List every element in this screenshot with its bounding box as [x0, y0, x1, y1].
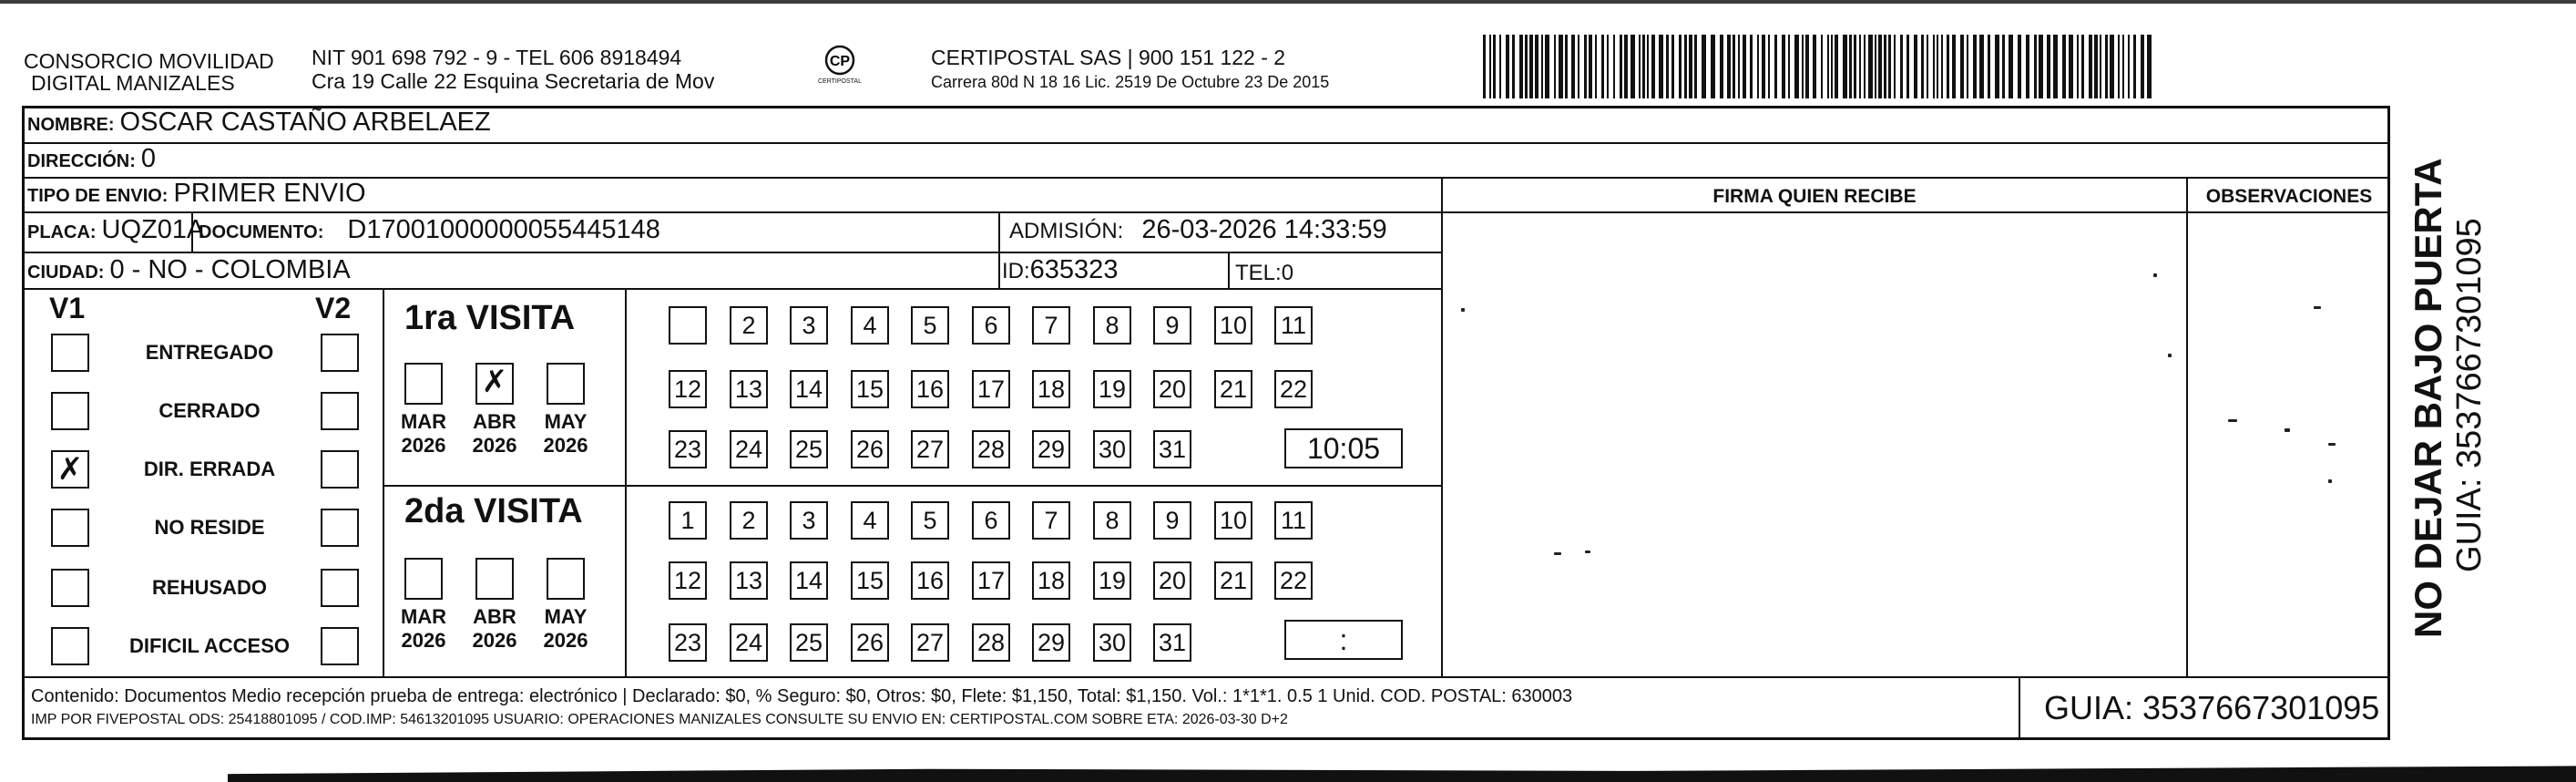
barcode-bar — [1711, 35, 1715, 98]
barcode-bar — [1995, 35, 1999, 98]
barcode-bar — [1821, 35, 1823, 98]
day-box[interactable]: 27 — [911, 623, 949, 662]
scan-speck — [1461, 308, 1465, 312]
logo-caption: CERTIPOSTAL — [818, 78, 862, 85]
barcode-bar — [1794, 35, 1799, 98]
barcode-bar — [1483, 35, 1486, 98]
barcode-bar — [1988, 35, 1990, 98]
barcode-bar — [1782, 35, 1785, 98]
barcode-bar — [1854, 35, 1856, 98]
day-box[interactable]: 31 — [1153, 623, 1191, 662]
scan-speck — [2328, 479, 2332, 483]
day-box[interactable]: 5 — [911, 306, 949, 345]
barcode-bar — [2100, 35, 2101, 98]
day-box[interactable]: 26 — [851, 623, 889, 662]
day-box[interactable]: 18 — [1032, 561, 1070, 600]
v2-checkbox[interactable] — [321, 450, 359, 489]
barcode — [1483, 35, 2161, 98]
month-label: MAR — [400, 605, 447, 628]
barcode-bar — [1647, 35, 1649, 98]
barcode-bar — [1864, 35, 1866, 98]
barcode-bar — [1595, 35, 1597, 98]
barcode-bar — [1493, 35, 1496, 98]
month-year: 2026 — [401, 629, 446, 652]
day-box[interactable]: 25 — [790, 623, 828, 662]
status-label: CERRADO — [158, 399, 261, 422]
company-nit: NIT 901 698 792 - 9 - TEL 606 8918494 — [312, 46, 682, 69]
v1-checkbox[interactable] — [51, 569, 89, 607]
day-box[interactable]: 6 — [972, 306, 1010, 345]
day-box[interactable]: 22 — [1274, 370, 1313, 408]
barcode-bar — [2133, 35, 2136, 98]
barcode-bar — [1571, 35, 1575, 98]
day-box[interactable]: 17 — [972, 561, 1010, 600]
day-box[interactable]: 18 — [1032, 370, 1070, 408]
barcode-bar — [2122, 35, 2124, 98]
barcode-bar — [2047, 35, 2050, 98]
scan-speck — [2314, 306, 2321, 309]
barcode-bar — [1642, 35, 1645, 98]
day-box[interactable]: 13 — [730, 370, 768, 408]
tel-value: 0 — [1281, 261, 1294, 285]
month-year: 2026 — [401, 434, 446, 457]
id-row — [1002, 255, 1118, 285]
id-value: 635323 — [1029, 255, 1119, 284]
barcode-bar — [1624, 35, 1628, 98]
barcode-bar — [1888, 35, 1891, 98]
barcode-bar — [2118, 35, 2120, 98]
scan-edge-top — [0, 0, 2576, 13]
barcode-bar — [1757, 35, 1759, 98]
barcode-bar — [1489, 35, 1491, 98]
side-guia: GUIA: 3537667301095 — [2450, 218, 2489, 572]
barcode-bar — [1738, 35, 1740, 98]
barcode-bar — [1506, 35, 1509, 98]
day-box[interactable]: 23 — [669, 430, 707, 468]
recipient-name: OSCAR CASTAÑO ARBELAEZ — [119, 108, 491, 137]
day-box[interactable]: 22 — [1274, 561, 1313, 600]
visit1-time[interactable]: 10:05 — [1284, 428, 1403, 468]
barcode-bar — [2141, 35, 2144, 98]
scan-speck — [2328, 443, 2336, 446]
city-label: CIUDAD: — [27, 262, 105, 283]
vrule-tel — [1228, 252, 1230, 288]
barcode-bar — [1630, 35, 1635, 98]
day-box[interactable]: 21 — [1214, 370, 1252, 408]
day-box[interactable]: 20 — [1153, 370, 1191, 408]
barcode-bar — [2009, 35, 2013, 98]
day-box[interactable]: 3 — [790, 501, 828, 540]
day-box[interactable]: 14 — [790, 561, 828, 600]
barcode-bar — [1535, 35, 1538, 98]
barcode-bar — [1768, 35, 1770, 98]
barcode-bar — [1813, 35, 1816, 98]
company-address: Cra 19 Calle 22 Esquina Secretaria de Mov — [312, 69, 715, 93]
barcode-bar — [1960, 35, 1964, 98]
rule-4 — [22, 252, 1443, 253]
visit2-time[interactable]: : — [1284, 620, 1403, 660]
v1-checkbox[interactable] — [51, 627, 89, 665]
v2-checkbox[interactable] — [321, 627, 359, 665]
month-year: 2026 — [472, 434, 517, 457]
shipment-type-row — [27, 179, 366, 209]
barcode-bar — [2094, 35, 2098, 98]
day-box[interactable]: 19 — [1093, 561, 1131, 600]
barcode-bar — [1788, 35, 1790, 98]
day-box[interactable]: 15 — [851, 561, 889, 600]
month-checkbox[interactable] — [475, 558, 514, 600]
barcode-bar — [1727, 35, 1731, 98]
day-box[interactable]: 5 — [911, 501, 949, 540]
barcode-bar — [1900, 35, 1903, 98]
document-label: DOCUMENTO: — [199, 222, 324, 242]
observations-header: OBSERVACIONES — [2205, 186, 2373, 207]
barcode-bar — [1499, 35, 1501, 98]
barcode-bar — [1519, 35, 1523, 98]
recipient-address: 0 — [140, 144, 157, 173]
barcode-bar — [1859, 35, 1861, 98]
rule-footer — [22, 676, 2390, 678]
day-box[interactable]: 2 — [730, 501, 768, 540]
barcode-bar — [1831, 35, 1833, 98]
barcode-bar — [1671, 35, 1674, 98]
barcode-bar — [1937, 35, 1938, 98]
v2-checkbox[interactable] — [321, 569, 359, 607]
day-box[interactable]: 10 — [1214, 306, 1252, 345]
day-box[interactable]: 29 — [1032, 623, 1070, 662]
barcode-bar — [2034, 35, 2037, 98]
month-label: ABR — [473, 410, 516, 433]
barcode-bar — [1559, 35, 1563, 98]
admission-label: ADMISIÓN: — [1009, 219, 1124, 243]
month-year: 2026 — [543, 434, 588, 457]
month-year: 2026 — [543, 629, 588, 652]
day-box[interactable]: 3 — [790, 306, 828, 345]
barcode-bar — [1512, 35, 1515, 98]
barcode-bar — [1875, 35, 1876, 98]
day-box[interactable]: 13 — [730, 561, 768, 600]
day-box[interactable]: 14 — [790, 370, 828, 408]
company-name-line2: DIGITAL MANIZALES — [31, 71, 235, 95]
barcode-bar — [1967, 35, 1968, 98]
status-label: DIFICIL ACCESO — [128, 634, 290, 657]
day-box[interactable]: 8 — [1093, 501, 1131, 540]
day-box[interactable]: 4 — [851, 501, 889, 540]
day-box[interactable]: 30 — [1093, 430, 1131, 468]
vrule-months — [625, 288, 627, 676]
vrule-admission — [998, 211, 1000, 288]
barcode-bar — [1894, 35, 1896, 98]
certipostal-logo-icon — [813, 42, 867, 95]
barcode-bar — [2081, 35, 2084, 98]
plate-label: PLACA: — [27, 222, 97, 242]
v2-checkbox[interactable] — [321, 392, 359, 430]
rule-visits — [383, 485, 1443, 487]
day-box[interactable]: 21 — [1214, 561, 1252, 600]
day-box[interactable]: 15 — [851, 370, 889, 408]
barcode-bar — [1802, 35, 1804, 98]
barcode-bar — [1750, 35, 1753, 98]
barcode-bar — [1733, 35, 1735, 98]
barcode-bar — [1666, 35, 1669, 98]
day-box[interactable]: 28 — [972, 623, 1010, 662]
rule-1 — [22, 142, 2390, 144]
barcode-bar — [1639, 35, 1641, 98]
barcode-bar — [2062, 35, 2066, 98]
barcode-bar — [1952, 35, 1956, 98]
plate-value: UQZ01A — [101, 215, 205, 244]
scan-speck — [1554, 552, 1561, 555]
v1-checkbox[interactable] — [51, 334, 89, 372]
barcode-bar — [2089, 35, 2092, 98]
shipment-type-label: TIPO DE ENVIO: — [27, 186, 169, 206]
barcode-bar — [2128, 35, 2130, 98]
barcode-bar — [1613, 35, 1615, 98]
signature-header: FIRMA QUIEN RECIBE — [1712, 186, 1917, 207]
barcode-bar — [1979, 35, 1984, 98]
barcode-bar — [2069, 35, 2073, 98]
day-box[interactable]: 30 — [1093, 623, 1131, 662]
document-value: D17001000000055445148 — [347, 215, 660, 244]
scan-speck — [2168, 354, 2172, 357]
day-box[interactable]: 1 — [669, 501, 707, 540]
shipment-type: PRIMER ENVIO — [173, 179, 366, 208]
barcode-bar — [2018, 35, 2021, 98]
company-name-line1: CONSORCIO MOVILIDAD — [24, 49, 274, 73]
barcode-bar — [1679, 35, 1682, 98]
footer-contents: Contenido: Documentos Medio recepción prueba de entrega: electrónico | Declarado: $0, % Seguro: $0, Otros: $0, Flete: $1,150, Total: $1,150. Vol.: 1*1*1. 0.5 1 Unid. COD. POSTAL: 630003 — [31, 686, 1573, 706]
barcode-bar — [1601, 35, 1604, 98]
day-box[interactable]: 27 — [911, 430, 949, 468]
side-warning: NO DEJAR BAJO PUERTA — [2407, 158, 2449, 638]
plate-row — [27, 215, 204, 245]
barcode-bar — [1541, 35, 1543, 98]
v1-header: V1 — [49, 292, 86, 324]
barcode-bar — [2002, 35, 2005, 98]
month-checkbox[interactable] — [404, 363, 443, 405]
day-box[interactable]: 16 — [911, 561, 949, 600]
status-label: DIR. ERRADA — [143, 458, 276, 480]
barcode-bar — [1620, 35, 1622, 98]
day-box[interactable]: 24 — [730, 623, 768, 662]
barcode-bar — [1584, 35, 1587, 98]
rule-3 — [22, 211, 2390, 213]
v1-checkbox[interactable] — [51, 509, 89, 547]
scan-edge-bottom — [228, 762, 2576, 782]
recipient-name-row — [27, 108, 491, 138]
vrule-status — [383, 288, 384, 676]
visit2-title: 2da VISITA — [404, 492, 583, 530]
barcode-bar — [2026, 35, 2029, 98]
day-box[interactable]: 7 — [1032, 306, 1070, 345]
v2-checkbox[interactable] — [321, 334, 359, 372]
scan-speck — [2285, 428, 2290, 432]
barcode-bar — [1884, 35, 1886, 98]
day-box[interactable]: 19 — [1093, 370, 1131, 408]
barcode-bar — [1868, 35, 1873, 98]
month-checkbox[interactable] — [404, 558, 443, 600]
day-box[interactable]: 9 — [1153, 501, 1191, 540]
barcode-bar — [1933, 35, 1935, 98]
day-box[interactable]: 23 — [669, 623, 707, 662]
v2-checkbox[interactable] — [321, 509, 359, 547]
day-box[interactable]: 25 — [790, 430, 828, 468]
barcode-bar — [1554, 35, 1556, 98]
barcode-bar — [1827, 35, 1829, 98]
document-row — [199, 215, 660, 245]
barcode-bar — [1720, 35, 1723, 98]
barcode-bar — [1947, 35, 1949, 98]
tel-row — [1235, 257, 1293, 287]
city-value: 0 - NO - COLOMBIA — [109, 255, 351, 284]
day-mark — [674, 308, 705, 343]
day-box[interactable] — [669, 306, 707, 345]
barcode-bar — [1684, 35, 1687, 98]
day-box[interactable]: 11 — [1274, 501, 1313, 540]
month-label: MAR — [400, 410, 447, 433]
barcode-bar — [1743, 35, 1746, 98]
day-box[interactable]: 6 — [972, 501, 1010, 540]
barcode-bar — [1805, 35, 1809, 98]
svg-text:CP: CP — [829, 54, 851, 69]
barcode-bar — [2110, 35, 2114, 98]
day-box[interactable]: 24 — [730, 430, 768, 468]
barcode-bar — [2053, 35, 2058, 98]
month-checkbox[interactable] — [547, 558, 585, 600]
recipient-address-row — [27, 144, 156, 174]
day-box[interactable]: 12 — [669, 561, 707, 600]
footer-guia: GUIA: 3537667301095 — [2044, 689, 2380, 726]
barcode-bar — [1762, 35, 1765, 98]
recipient-address-label: DIRECCIÓN: — [27, 151, 136, 171]
barcode-bar — [2077, 35, 2079, 98]
day-box[interactable]: 31 — [1153, 430, 1191, 468]
barcode-bar — [2105, 35, 2108, 98]
day-box[interactable]: 11 — [1274, 306, 1313, 345]
courier-name: CERTIPOSTAL SAS | 900 151 122 - 2 — [931, 46, 1286, 69]
barcode-bar — [1921, 35, 1924, 98]
vrule-observations — [2186, 177, 2188, 676]
barcode-bar — [1578, 35, 1579, 98]
day-box[interactable]: 12 — [669, 370, 707, 408]
day-box[interactable]: 28 — [972, 430, 1010, 468]
rule-2 — [22, 177, 2390, 179]
month-label: MAY — [544, 605, 588, 628]
day-box[interactable]: 4 — [851, 306, 889, 345]
barcode-bar — [2039, 35, 2043, 98]
tel-label: TEL: — [1235, 261, 1282, 285]
barcode-bar — [1565, 35, 1568, 98]
day-box[interactable]: 8 — [1093, 306, 1131, 345]
day-box[interactable]: 16 — [911, 370, 949, 408]
status-label: REHUSADO — [152, 576, 267, 599]
barcode-bar — [1525, 35, 1528, 98]
id-label: ID: — [1002, 259, 1030, 283]
barcode-bar — [1545, 35, 1549, 98]
day-box[interactable]: 2 — [730, 306, 768, 345]
day-box[interactable]: 17 — [972, 370, 1010, 408]
courier-address: Carrera 80d N 18 16 Lic. 2519 De Octubre 23 De 2015 — [931, 73, 1330, 91]
barcode-bar — [1694, 35, 1697, 98]
barcode-bar — [1843, 35, 1847, 98]
barcode-bar — [1659, 35, 1663, 98]
visit1-title: 1ra VISITA — [404, 299, 576, 337]
v2-header: V2 — [315, 292, 352, 324]
month-year: 2026 — [472, 629, 517, 652]
barcode-bar — [1702, 35, 1706, 98]
vrule-footer-guia — [2019, 676, 2020, 740]
month-label: ABR — [473, 605, 516, 628]
day-box[interactable]: 20 — [1153, 561, 1191, 600]
month-label: MAY — [544, 410, 588, 433]
barcode-bar — [1973, 35, 1977, 98]
day-box[interactable]: 9 — [1153, 306, 1191, 345]
barcode-bar — [1651, 35, 1655, 98]
v1-checkbox[interactable] — [51, 392, 89, 430]
month-checkbox[interactable]: ✗ — [475, 363, 514, 405]
day-box[interactable]: 29 — [1032, 430, 1070, 468]
barcode-bar — [1927, 35, 1928, 98]
barcode-bar — [1589, 35, 1592, 98]
barcode-bar — [1607, 35, 1609, 98]
barcode-bar — [1774, 35, 1777, 98]
barcode-bar — [1835, 35, 1838, 98]
barcode-bar — [1906, 35, 1909, 98]
day-box[interactable]: 7 — [1032, 501, 1070, 540]
scan-speck — [1585, 550, 1590, 553]
barcode-bar — [2147, 35, 2152, 98]
scan-speck — [2153, 273, 2157, 277]
barcode-bar — [1529, 35, 1533, 98]
v1-checkbox[interactable]: ✗ — [51, 450, 89, 489]
barcode-bar — [1914, 35, 1917, 98]
vrule-signature — [1441, 177, 1443, 676]
rule-5 — [22, 288, 1443, 290]
city-row — [27, 255, 351, 285]
recipient-name-label: NOMBRE: — [27, 115, 115, 135]
barcode-bar — [1689, 35, 1692, 98]
status-label: NO RESIDE — [154, 516, 265, 539]
barcode-bar — [1878, 35, 1882, 98]
barcode-bar — [1849, 35, 1852, 98]
admission-value: 26-03-2026 14:33:59 — [1141, 215, 1387, 244]
footer-print-info: IMP POR FIVEPOSTAL ODS: 25418801095 / COD.IMP: 54613201095 USUARIO: OPERACIONES MANIZALES CONSULTE SU ENVIO EN: CERTIPOSTAL.COM SOBRE ETA: 2026-03-30 D+2 — [31, 712, 1288, 727]
scan-speck — [2228, 419, 2237, 422]
admission-row — [1009, 215, 1387, 245]
day-box[interactable]: 10 — [1214, 501, 1252, 540]
status-label: ENTREGADO — [145, 341, 274, 364]
barcode-bar — [1941, 35, 1943, 98]
month-checkbox[interactable] — [547, 363, 585, 405]
day-box[interactable]: 26 — [851, 430, 889, 468]
